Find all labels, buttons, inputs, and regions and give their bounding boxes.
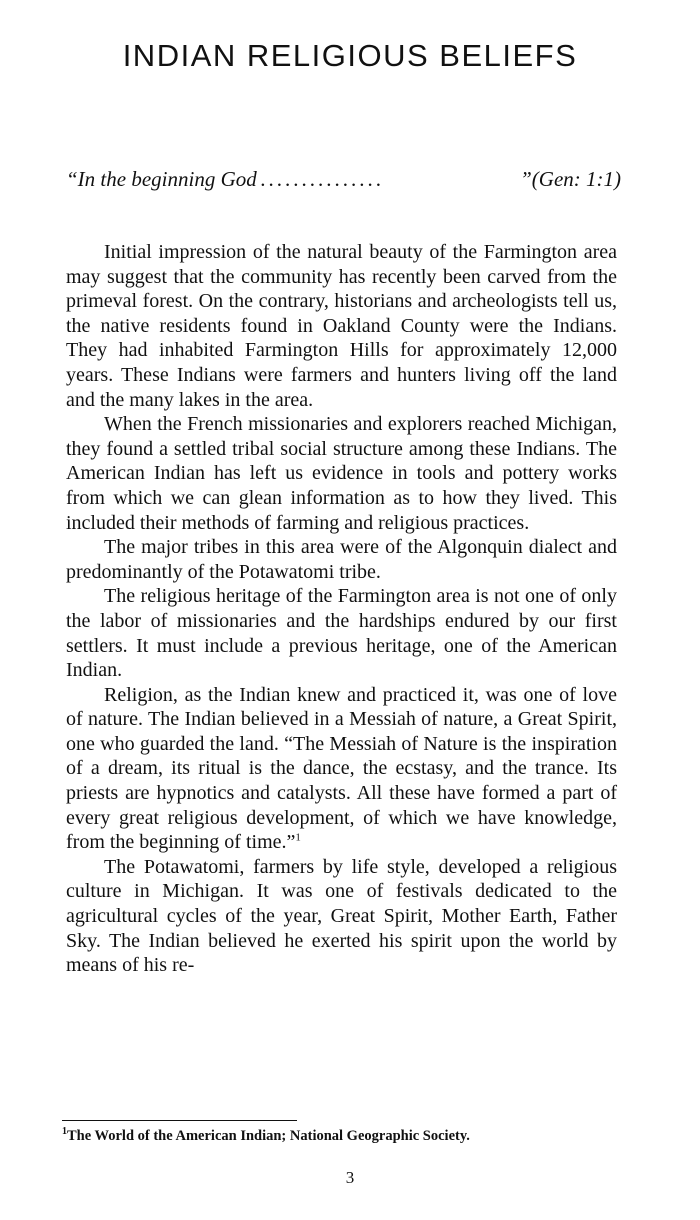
footnote-reference-marker: 1 xyxy=(295,831,301,844)
paragraph: Initial impression of the natural beauty of the Farmington area may suggest that the community has recently been carved from the primeval forest. On the contrary, historians and archeologists tell us, the native residents found in Oakland County were the Indians. They had inhabited Farmington Hills for approximately 12,000 years. These Indians were farmers and hunters living off the land and the many lakes in the area. xyxy=(66,241,617,411)
page-number: 3 xyxy=(345,1168,355,1187)
footnote xyxy=(62,1128,622,1145)
paragraph: The Potawatomi, farmers by life style, developed a religious culture in Michigan. It was one of festivals dedicated to the agricultural cycles of the year, Great Spirit, Mother Earth, Father Sky. The Indian believed he exerted his spirit upon the world by means of his re- xyxy=(66,855,617,977)
body-text xyxy=(66,240,617,978)
footnote-marker: 1 xyxy=(62,1126,67,1138)
paragraph-text: Religion, as the Indian knew and practiced it, was one of love of nature. The Indian believed in a Messiah of nature, a Great Spirit, one who guarded the land. “The Messiah of Nature is the inspiration of a dream, its ritual is the dance, the ecstasy, and the trance. Its priests are hypnotics and catalysts. All these have formed a part of every great religious development, of which we have knowledge, from the beginning of time.” xyxy=(66,683,617,854)
epigraph-reference: ”(Gen: 1:1) xyxy=(520,167,621,191)
epigraph-text: “In the beginning God xyxy=(66,167,257,191)
paragraph: The religious heritage of the Farmington area is not one of only the labor of missionaries and the hardships endured by our first settlers. It must include a previous heritage, one of the American Indian. xyxy=(66,585,617,682)
paragraph-with-footnote xyxy=(66,683,617,855)
paragraph: The major tribes in this area were of the Algonquin dialect and predominantly of the Potawatomi tribe. xyxy=(66,536,617,583)
page-title: INDIAN RELIGIOUS BELIEFS xyxy=(122,38,578,73)
footnote-divider xyxy=(62,1120,297,1121)
footnote-text: The World of the American Indian; National Geographic Society. xyxy=(67,1128,470,1144)
epigraph-leader-dots: ............... xyxy=(260,167,385,191)
epigraph xyxy=(66,167,621,192)
paragraph: When the French missionaries and explorers reached Michigan, they found a settled tribal social structure among these Indians. The American Indian has left us evidence in tools and pottery works from which we can glean information as to how they lived. This included their methods of farming and religious practices. xyxy=(66,413,617,534)
